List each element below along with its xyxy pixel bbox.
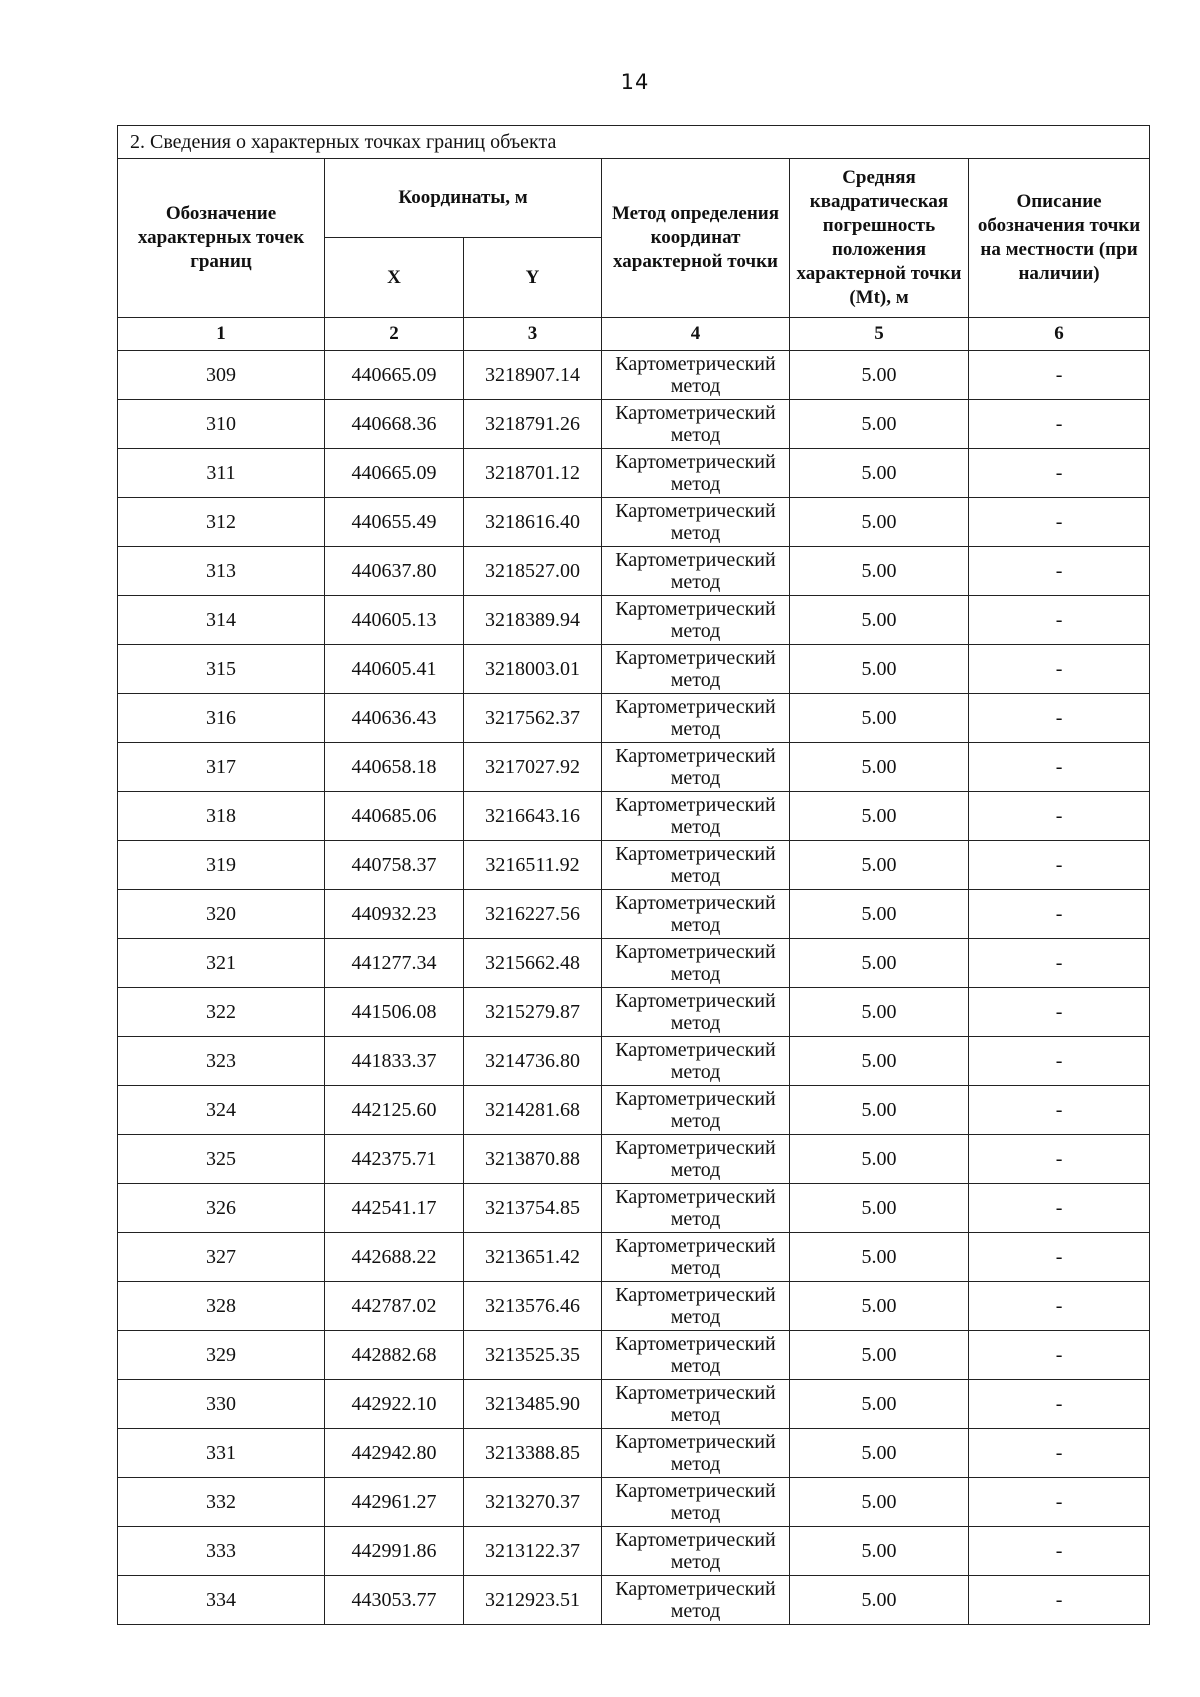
cell-description: -	[969, 1282, 1150, 1331]
table-title: 2. Сведения о характерных точках границ объекта	[118, 126, 1150, 159]
cell-y: 3218003.01	[464, 645, 602, 694]
header-x: X	[325, 238, 464, 318]
cell-y: 3213485.90	[464, 1380, 602, 1429]
cell-x: 442787.02	[325, 1282, 464, 1331]
cell-method: Картометрический метод	[602, 841, 790, 890]
cell-error: 5.00	[790, 1282, 969, 1331]
column-number: 5	[790, 318, 969, 351]
cell-x: 442125.60	[325, 1086, 464, 1135]
cell-y: 3218907.14	[464, 351, 602, 400]
cell-description: -	[969, 1380, 1150, 1429]
cell-method: Картометрический метод	[602, 1086, 790, 1135]
table-row	[118, 351, 1150, 400]
cell-y: 3213122.37	[464, 1527, 602, 1576]
cell-point-id: 322	[118, 988, 325, 1037]
table-row	[118, 449, 1150, 498]
table-row	[118, 1184, 1150, 1233]
cell-point-id: 328	[118, 1282, 325, 1331]
cell-method: Картометрический метод	[602, 939, 790, 988]
cell-description: -	[969, 1184, 1150, 1233]
table-row	[118, 1429, 1150, 1478]
cell-description: -	[969, 743, 1150, 792]
cell-method: Картометрический метод	[602, 449, 790, 498]
cell-point-id: 332	[118, 1478, 325, 1527]
cell-x: 440637.80	[325, 547, 464, 596]
table-row	[118, 988, 1150, 1037]
header-designation: Обозначение характерных точек границ	[118, 159, 325, 318]
cell-y: 3214281.68	[464, 1086, 602, 1135]
cell-method: Картометрический метод	[602, 1527, 790, 1576]
cell-x: 440605.13	[325, 596, 464, 645]
cell-x: 440605.41	[325, 645, 464, 694]
cell-method: Картометрический метод	[602, 694, 790, 743]
cell-point-id: 317	[118, 743, 325, 792]
cell-method: Картометрический метод	[602, 890, 790, 939]
cell-method: Картометрический метод	[602, 645, 790, 694]
table-row	[118, 596, 1150, 645]
cell-description: -	[969, 1086, 1150, 1135]
cell-description: -	[969, 694, 1150, 743]
table-row	[118, 498, 1150, 547]
column-number: 1	[118, 318, 325, 351]
cell-description: -	[969, 1233, 1150, 1282]
cell-description: -	[969, 547, 1150, 596]
cell-description: -	[969, 400, 1150, 449]
cell-method: Картометрический метод	[602, 1576, 790, 1625]
cell-point-id: 312	[118, 498, 325, 547]
table-row	[118, 1380, 1150, 1429]
cell-error: 5.00	[790, 1135, 969, 1184]
cell-description: -	[969, 1331, 1150, 1380]
cell-description: -	[969, 351, 1150, 400]
cell-description: -	[969, 596, 1150, 645]
cell-error: 5.00	[790, 694, 969, 743]
table-row	[118, 1576, 1150, 1625]
cell-point-id: 327	[118, 1233, 325, 1282]
table-row	[118, 939, 1150, 988]
cell-point-id: 316	[118, 694, 325, 743]
cell-method: Картометрический метод	[602, 547, 790, 596]
cell-error: 5.00	[790, 1233, 969, 1282]
cell-description: -	[969, 792, 1150, 841]
cell-method: Картометрический метод	[602, 1429, 790, 1478]
cell-error: 5.00	[790, 1380, 969, 1429]
cell-description: -	[969, 1429, 1150, 1478]
cell-y: 3213754.85	[464, 1184, 602, 1233]
cell-method: Картометрический метод	[602, 1184, 790, 1233]
table-row	[118, 1282, 1150, 1331]
cell-description: -	[969, 1478, 1150, 1527]
cell-point-id: 311	[118, 449, 325, 498]
cell-y: 3213270.37	[464, 1478, 602, 1527]
cell-x: 443053.77	[325, 1576, 464, 1625]
cell-description: -	[969, 498, 1150, 547]
cell-y: 3218701.12	[464, 449, 602, 498]
cell-y: 3213388.85	[464, 1429, 602, 1478]
cell-method: Картометрический метод	[602, 988, 790, 1037]
cell-error: 5.00	[790, 1086, 969, 1135]
header-error: Средняя квадратическая погрешность положения характерной точки (Mt), м	[790, 159, 969, 318]
column-number: 2	[325, 318, 464, 351]
cell-error: 5.00	[790, 400, 969, 449]
cell-y: 3217027.92	[464, 743, 602, 792]
cell-x: 442961.27	[325, 1478, 464, 1527]
cell-error: 5.00	[790, 1037, 969, 1086]
cell-description: -	[969, 890, 1150, 939]
header-coordinates: Координаты, м	[325, 159, 602, 238]
cell-x: 442942.80	[325, 1429, 464, 1478]
cell-x: 442991.86	[325, 1527, 464, 1576]
cell-method: Картометрический метод	[602, 1331, 790, 1380]
table-row	[118, 1233, 1150, 1282]
cell-error: 5.00	[790, 1331, 969, 1380]
cell-method: Картометрический метод	[602, 1478, 790, 1527]
cell-error: 5.00	[790, 596, 969, 645]
header-y: Y	[464, 238, 602, 318]
cell-error: 5.00	[790, 988, 969, 1037]
table-row	[118, 1478, 1150, 1527]
cell-method: Картометрический метод	[602, 1380, 790, 1429]
cell-x: 442375.71	[325, 1135, 464, 1184]
cell-x: 442882.68	[325, 1331, 464, 1380]
table-row	[118, 1086, 1150, 1135]
cell-error: 5.00	[790, 1527, 969, 1576]
cell-x: 440932.23	[325, 890, 464, 939]
cell-point-id: 324	[118, 1086, 325, 1135]
cell-x: 440685.06	[325, 792, 464, 841]
cell-point-id: 329	[118, 1331, 325, 1380]
cell-point-id: 319	[118, 841, 325, 890]
table-row	[118, 792, 1150, 841]
table-row	[118, 841, 1150, 890]
cell-point-id: 326	[118, 1184, 325, 1233]
cell-y: 3218616.40	[464, 498, 602, 547]
cell-point-id: 333	[118, 1527, 325, 1576]
cell-x: 442688.22	[325, 1233, 464, 1282]
cell-x: 441506.08	[325, 988, 464, 1037]
cell-y: 3216643.16	[464, 792, 602, 841]
table-row	[118, 694, 1150, 743]
table-row	[118, 645, 1150, 694]
cell-y: 3216227.56	[464, 890, 602, 939]
cell-y: 3214736.80	[464, 1037, 602, 1086]
cell-description: -	[969, 988, 1150, 1037]
table-row	[118, 1331, 1150, 1380]
header-description: Описание обозначения точки на местности (при наличии)	[969, 159, 1150, 318]
cell-point-id: 309	[118, 351, 325, 400]
cell-error: 5.00	[790, 890, 969, 939]
cell-error: 5.00	[790, 547, 969, 596]
cell-method: Картометрический метод	[602, 351, 790, 400]
cell-method: Картометрический метод	[602, 1135, 790, 1184]
cell-method: Картометрический метод	[602, 743, 790, 792]
column-number: 4	[602, 318, 790, 351]
cell-x: 440665.09	[325, 351, 464, 400]
boundary-points-table	[117, 125, 1150, 1625]
cell-description: -	[969, 1576, 1150, 1625]
cell-description: -	[969, 645, 1150, 694]
cell-method: Картометрический метод	[602, 498, 790, 547]
cell-point-id: 314	[118, 596, 325, 645]
cell-description: -	[969, 841, 1150, 890]
cell-point-id: 323	[118, 1037, 325, 1086]
cell-description: -	[969, 449, 1150, 498]
cell-x: 442922.10	[325, 1380, 464, 1429]
cell-description: -	[969, 1037, 1150, 1086]
table-row	[118, 400, 1150, 449]
cell-method: Картометрический метод	[602, 1282, 790, 1331]
cell-description: -	[969, 939, 1150, 988]
column-number: 3	[464, 318, 602, 351]
cell-y: 3218527.00	[464, 547, 602, 596]
cell-error: 5.00	[790, 645, 969, 694]
cell-error: 5.00	[790, 1184, 969, 1233]
table-body	[118, 351, 1150, 1625]
cell-error: 5.00	[790, 1478, 969, 1527]
cell-x: 440655.49	[325, 498, 464, 547]
cell-error: 5.00	[790, 351, 969, 400]
cell-y: 3212923.51	[464, 1576, 602, 1625]
cell-point-id: 320	[118, 890, 325, 939]
cell-method: Картометрический метод	[602, 792, 790, 841]
cell-error: 5.00	[790, 1429, 969, 1478]
cell-point-id: 321	[118, 939, 325, 988]
cell-x: 441277.34	[325, 939, 464, 988]
cell-x: 440658.18	[325, 743, 464, 792]
cell-y: 3218389.94	[464, 596, 602, 645]
cell-y: 3215662.48	[464, 939, 602, 988]
cell-x: 440636.43	[325, 694, 464, 743]
cell-y: 3218791.26	[464, 400, 602, 449]
page-number: 14	[620, 70, 650, 94]
cell-error: 5.00	[790, 498, 969, 547]
table-row	[118, 1037, 1150, 1086]
cell-x: 442541.17	[325, 1184, 464, 1233]
cell-y: 3213651.42	[464, 1233, 602, 1282]
column-number: 6	[969, 318, 1150, 351]
cell-x: 441833.37	[325, 1037, 464, 1086]
table-row	[118, 1527, 1150, 1576]
cell-point-id: 325	[118, 1135, 325, 1184]
cell-y: 3213870.88	[464, 1135, 602, 1184]
cell-description: -	[969, 1135, 1150, 1184]
cell-point-id: 310	[118, 400, 325, 449]
cell-point-id: 318	[118, 792, 325, 841]
cell-x: 440758.37	[325, 841, 464, 890]
cell-y: 3216511.92	[464, 841, 602, 890]
cell-point-id: 330	[118, 1380, 325, 1429]
cell-error: 5.00	[790, 1576, 969, 1625]
table-row	[118, 743, 1150, 792]
table-row	[118, 1135, 1150, 1184]
cell-y: 3217562.37	[464, 694, 602, 743]
cell-method: Картометрический метод	[602, 1233, 790, 1282]
cell-error: 5.00	[790, 792, 969, 841]
cell-y: 3213525.35	[464, 1331, 602, 1380]
cell-x: 440665.09	[325, 449, 464, 498]
cell-y: 3213576.46	[464, 1282, 602, 1331]
cell-error: 5.00	[790, 449, 969, 498]
table-row	[118, 547, 1150, 596]
header-method: Метод определения координат характерной точки	[602, 159, 790, 318]
cell-error: 5.00	[790, 939, 969, 988]
cell-point-id: 334	[118, 1576, 325, 1625]
cell-error: 5.00	[790, 841, 969, 890]
cell-point-id: 313	[118, 547, 325, 596]
cell-description: -	[969, 1527, 1150, 1576]
cell-method: Картометрический метод	[602, 1037, 790, 1086]
cell-method: Картометрический метод	[602, 400, 790, 449]
cell-y: 3215279.87	[464, 988, 602, 1037]
cell-x: 440668.36	[325, 400, 464, 449]
cell-method: Картометрический метод	[602, 596, 790, 645]
table-row	[118, 890, 1150, 939]
column-number-row	[118, 318, 1150, 351]
cell-point-id: 315	[118, 645, 325, 694]
cell-point-id: 331	[118, 1429, 325, 1478]
cell-error: 5.00	[790, 743, 969, 792]
